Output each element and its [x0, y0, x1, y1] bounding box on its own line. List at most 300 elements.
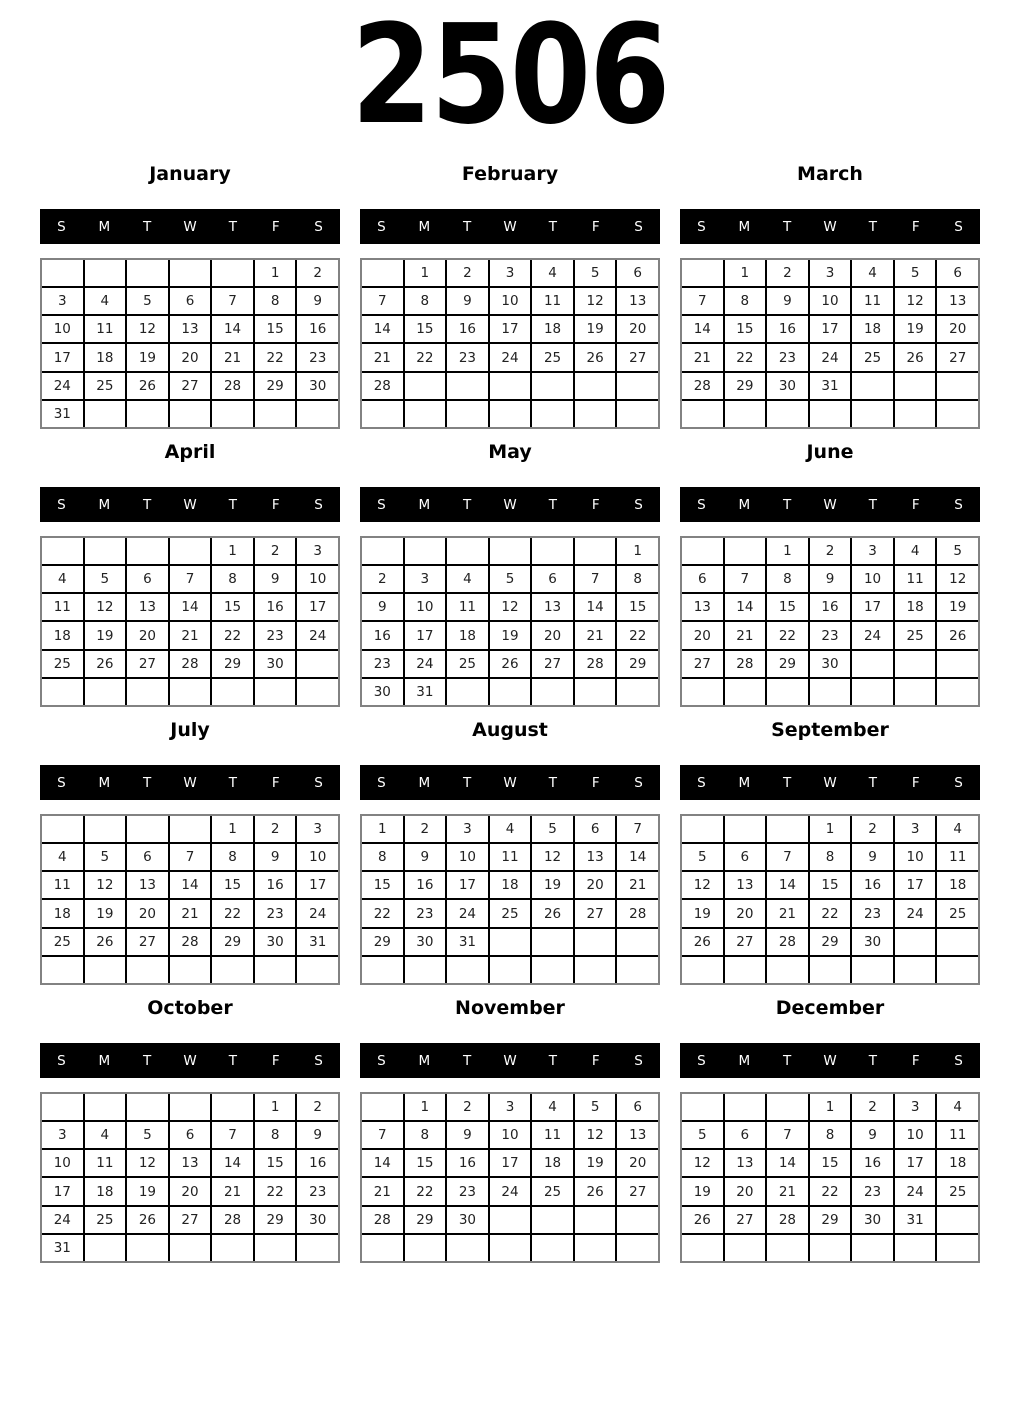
weekday-cell: S	[954, 1052, 963, 1069]
date-cell: 18	[42, 622, 83, 648]
date-cell: 6	[575, 816, 616, 842]
date-cell	[170, 679, 211, 705]
date-cell: 31	[895, 1207, 936, 1233]
date-cell: 21	[170, 900, 211, 926]
date-cell: 18	[490, 872, 531, 898]
weekday-cell: T	[548, 774, 557, 791]
date-cell: 22	[405, 1178, 446, 1204]
weekday-cell: F	[591, 1052, 600, 1069]
date-cell	[447, 373, 488, 399]
date-cell: 8	[725, 288, 766, 314]
weekday-cell: W	[183, 496, 197, 513]
weekday-cell: T	[783, 774, 792, 791]
weekday-cell: T	[228, 218, 237, 235]
date-cell: 29	[725, 373, 766, 399]
date-cell: 14	[170, 594, 211, 620]
date-grid	[40, 1092, 340, 1263]
date-cell: 4	[895, 538, 936, 564]
date-cell: 22	[212, 622, 253, 648]
date-cell: 17	[490, 1150, 531, 1176]
date-cell: 28	[170, 929, 211, 955]
date-cell: 18	[852, 316, 893, 342]
date-cell: 9	[852, 844, 893, 870]
date-cell	[895, 679, 936, 705]
date-cell	[85, 538, 126, 564]
date-cell: 17	[405, 622, 446, 648]
date-cell: 24	[297, 900, 338, 926]
date-cell	[617, 929, 658, 955]
date-cell	[937, 373, 978, 399]
weekday-cell: S	[57, 774, 66, 791]
date-cell: 7	[767, 844, 808, 870]
date-cell	[532, 929, 573, 955]
date-cell	[255, 679, 296, 705]
date-cell: 12	[490, 594, 531, 620]
weekday-cell: F	[911, 774, 920, 791]
date-cell: 14	[575, 594, 616, 620]
date-cell: 20	[127, 622, 168, 648]
date-cell: 20	[127, 900, 168, 926]
date-cell: 27	[617, 344, 658, 370]
date-cell: 13	[575, 844, 616, 870]
date-cell: 27	[725, 929, 766, 955]
date-cell: 28	[170, 651, 211, 677]
date-cell: 12	[127, 1150, 168, 1176]
date-cell: 31	[297, 929, 338, 955]
date-cell: 27	[617, 1178, 658, 1204]
date-cell: 11	[937, 1122, 978, 1148]
date-cell: 27	[127, 929, 168, 955]
date-cell: 28	[575, 651, 616, 677]
date-cell	[127, 260, 168, 286]
date-cell: 21	[617, 872, 658, 898]
date-cell: 12	[575, 288, 616, 314]
date-cell: 21	[212, 1178, 253, 1204]
date-cell: 28	[617, 900, 658, 926]
date-cell	[170, 816, 211, 842]
date-cell: 8	[810, 844, 851, 870]
weekday-cell: T	[463, 496, 472, 513]
date-cell	[937, 1235, 978, 1261]
date-cell: 16	[767, 316, 808, 342]
date-cell	[170, 538, 211, 564]
date-cell: 4	[85, 1122, 126, 1148]
date-cell: 27	[937, 344, 978, 370]
date-cell: 21	[682, 344, 723, 370]
date-cell: 5	[127, 1122, 168, 1148]
date-cell	[405, 538, 446, 564]
date-cell: 14	[170, 872, 211, 898]
date-cell	[362, 538, 403, 564]
month-block	[680, 161, 980, 429]
weekday-cell: S	[377, 218, 386, 235]
date-cell: 20	[725, 900, 766, 926]
date-cell: 7	[170, 566, 211, 592]
date-cell: 1	[617, 538, 658, 564]
date-cell: 25	[852, 344, 893, 370]
date-cell: 25	[532, 1178, 573, 1204]
date-grid	[360, 814, 660, 985]
weekday-cell: F	[911, 218, 920, 235]
date-cell: 6	[617, 1094, 658, 1120]
date-cell	[490, 1207, 531, 1233]
weekday-cell: M	[738, 218, 751, 235]
date-cell	[767, 1235, 808, 1261]
date-cell: 2	[255, 538, 296, 564]
month-title: October	[147, 997, 233, 1019]
date-cell: 5	[127, 288, 168, 314]
weekday-cell: T	[463, 1052, 472, 1069]
date-cell: 1	[255, 1094, 296, 1120]
date-cell: 26	[895, 344, 936, 370]
date-cell: 3	[810, 260, 851, 286]
date-cell: 6	[532, 566, 573, 592]
date-grid	[360, 536, 660, 707]
date-cell: 19	[575, 316, 616, 342]
date-cell: 9	[810, 566, 851, 592]
date-cell	[42, 816, 83, 842]
date-cell: 4	[85, 288, 126, 314]
date-cell	[490, 538, 531, 564]
date-cell: 9	[297, 1122, 338, 1148]
date-cell: 4	[42, 844, 83, 870]
date-cell	[682, 260, 723, 286]
date-cell: 4	[42, 566, 83, 592]
date-cell: 27	[127, 651, 168, 677]
date-cell: 13	[617, 1122, 658, 1148]
date-cell: 28	[725, 651, 766, 677]
date-cell	[85, 1235, 126, 1261]
date-cell: 3	[297, 538, 338, 564]
date-cell: 23	[297, 1178, 338, 1204]
weekday-cell: S	[697, 496, 706, 513]
date-cell: 13	[937, 288, 978, 314]
date-cell: 22	[767, 622, 808, 648]
date-cell: 10	[297, 844, 338, 870]
month-block	[360, 717, 660, 985]
date-cell	[170, 1094, 211, 1120]
weekday-cell: F	[911, 1052, 920, 1069]
weekday-cell: S	[57, 496, 66, 513]
date-cell: 17	[490, 316, 531, 342]
date-cell: 16	[297, 1150, 338, 1176]
month-title: March	[797, 163, 863, 185]
date-cell: 14	[362, 316, 403, 342]
date-cell: 8	[212, 566, 253, 592]
date-cell: 5	[937, 538, 978, 564]
date-cell	[575, 373, 616, 399]
date-cell: 20	[575, 872, 616, 898]
weekday-cell: S	[954, 774, 963, 791]
date-cell	[255, 957, 296, 983]
date-cell	[212, 1094, 253, 1120]
date-cell: 9	[447, 288, 488, 314]
date-cell: 23	[852, 1178, 893, 1204]
weekday-cell: F	[591, 774, 600, 791]
month-block	[360, 995, 660, 1263]
weekday-header-bar	[680, 1043, 980, 1078]
date-cell: 10	[297, 566, 338, 592]
weekday-header-bar	[360, 487, 660, 522]
date-cell: 22	[255, 344, 296, 370]
date-cell	[767, 816, 808, 842]
date-cell: 10	[895, 1122, 936, 1148]
date-cell	[362, 401, 403, 427]
date-cell: 25	[490, 900, 531, 926]
date-cell: 24	[42, 1207, 83, 1233]
date-cell: 7	[617, 816, 658, 842]
date-cell: 7	[362, 288, 403, 314]
date-cell: 7	[170, 844, 211, 870]
date-cell	[447, 957, 488, 983]
date-cell	[405, 957, 446, 983]
date-cell: 6	[937, 260, 978, 286]
date-cell: 1	[212, 816, 253, 842]
date-cell: 28	[362, 1207, 403, 1233]
date-cell: 17	[297, 594, 338, 620]
date-cell: 29	[810, 1207, 851, 1233]
date-grid	[40, 258, 340, 429]
date-cell	[42, 957, 83, 983]
date-cell: 10	[852, 566, 893, 592]
date-cell: 10	[42, 316, 83, 342]
date-cell: 7	[725, 566, 766, 592]
month-title: January	[149, 163, 231, 185]
date-cell: 21	[212, 344, 253, 370]
date-cell: 25	[937, 1178, 978, 1204]
date-cell: 9	[255, 566, 296, 592]
date-cell: 16	[810, 594, 851, 620]
date-cell	[575, 679, 616, 705]
date-cell	[127, 957, 168, 983]
date-cell	[447, 1235, 488, 1261]
date-cell	[725, 1094, 766, 1120]
date-cell	[682, 816, 723, 842]
weekday-cell: T	[228, 774, 237, 791]
date-cell: 30	[255, 929, 296, 955]
weekday-cell: M	[98, 496, 111, 513]
weekday-cell: M	[98, 1052, 111, 1069]
date-cell: 19	[895, 316, 936, 342]
date-cell: 19	[127, 344, 168, 370]
weekday-cell: W	[183, 774, 197, 791]
date-cell: 10	[447, 844, 488, 870]
date-cell: 6	[127, 844, 168, 870]
weekday-cell: S	[314, 218, 323, 235]
date-cell: 26	[127, 1207, 168, 1233]
date-cell: 16	[852, 872, 893, 898]
date-cell: 11	[42, 872, 83, 898]
date-cell: 8	[212, 844, 253, 870]
date-grid	[680, 536, 980, 707]
date-cell: 15	[725, 316, 766, 342]
date-cell: 25	[937, 900, 978, 926]
date-cell: 20	[617, 1150, 658, 1176]
date-cell: 17	[895, 1150, 936, 1176]
date-cell: 31	[42, 401, 83, 427]
date-cell: 6	[725, 844, 766, 870]
date-cell: 8	[405, 1122, 446, 1148]
date-cell	[297, 651, 338, 677]
date-cell: 30	[447, 1207, 488, 1233]
date-cell: 14	[617, 844, 658, 870]
weekday-cell: T	[143, 496, 152, 513]
month-title: August	[472, 719, 548, 741]
date-cell: 3	[297, 816, 338, 842]
date-cell: 19	[682, 900, 723, 926]
date-cell: 5	[490, 566, 531, 592]
date-cell: 7	[362, 1122, 403, 1148]
date-cell: 16	[852, 1150, 893, 1176]
date-cell	[532, 1235, 573, 1261]
date-cell: 27	[532, 651, 573, 677]
date-cell: 22	[212, 900, 253, 926]
weekday-header-bar	[40, 765, 340, 800]
date-cell: 5	[85, 566, 126, 592]
date-cell: 14	[212, 316, 253, 342]
date-cell: 11	[852, 288, 893, 314]
date-cell: 2	[767, 260, 808, 286]
date-cell: 31	[405, 679, 446, 705]
date-cell: 12	[85, 594, 126, 620]
date-cell: 2	[362, 566, 403, 592]
date-cell: 2	[297, 1094, 338, 1120]
date-cell: 22	[725, 344, 766, 370]
weekday-cell: F	[591, 496, 600, 513]
date-cell: 5	[895, 260, 936, 286]
date-cell: 16	[405, 872, 446, 898]
date-cell: 28	[682, 373, 723, 399]
weekday-cell: W	[503, 774, 517, 791]
weekday-cell: W	[823, 774, 837, 791]
date-cell: 9	[362, 594, 403, 620]
date-cell: 22	[362, 900, 403, 926]
date-cell: 3	[447, 816, 488, 842]
date-cell	[575, 1207, 616, 1233]
date-cell: 28	[767, 1207, 808, 1233]
date-cell: 23	[447, 1178, 488, 1204]
date-cell: 30	[362, 679, 403, 705]
date-cell: 1	[725, 260, 766, 286]
date-cell: 2	[852, 816, 893, 842]
date-cell	[362, 260, 403, 286]
date-cell	[937, 679, 978, 705]
weekday-cell: T	[463, 218, 472, 235]
date-cell: 30	[297, 1207, 338, 1233]
date-cell	[85, 260, 126, 286]
date-cell: 26	[85, 651, 126, 677]
weekday-cell: W	[823, 1052, 837, 1069]
date-cell	[170, 957, 211, 983]
date-cell: 2	[447, 1094, 488, 1120]
date-cell: 12	[532, 844, 573, 870]
weekday-header-bar	[680, 487, 980, 522]
date-cell	[767, 957, 808, 983]
date-cell: 12	[127, 316, 168, 342]
date-cell	[85, 679, 126, 705]
date-cell: 5	[575, 1094, 616, 1120]
date-cell	[127, 1094, 168, 1120]
date-cell	[42, 538, 83, 564]
date-cell: 30	[255, 651, 296, 677]
date-cell: 1	[767, 538, 808, 564]
date-cell: 14	[362, 1150, 403, 1176]
date-cell: 12	[85, 872, 126, 898]
date-cell: 11	[42, 594, 83, 620]
date-cell: 17	[42, 344, 83, 370]
date-cell: 2	[447, 260, 488, 286]
date-cell: 26	[127, 373, 168, 399]
date-cell: 15	[212, 594, 253, 620]
date-cell: 18	[937, 872, 978, 898]
date-cell	[767, 679, 808, 705]
date-cell	[810, 401, 851, 427]
date-cell: 18	[85, 1178, 126, 1204]
weekday-header-bar	[680, 765, 980, 800]
date-cell: 26	[937, 622, 978, 648]
weekday-cell: S	[697, 1052, 706, 1069]
weekday-cell: S	[314, 496, 323, 513]
weekday-header-bar	[40, 487, 340, 522]
date-cell	[405, 1235, 446, 1261]
date-cell	[852, 401, 893, 427]
date-cell: 1	[362, 816, 403, 842]
date-cell	[617, 957, 658, 983]
date-cell: 14	[725, 594, 766, 620]
date-cell: 10	[490, 1122, 531, 1148]
date-cell: 7	[575, 566, 616, 592]
month-title: September	[771, 719, 889, 741]
date-cell	[682, 401, 723, 427]
date-grid	[680, 258, 980, 429]
date-cell	[85, 957, 126, 983]
date-cell: 14	[212, 1150, 253, 1176]
date-cell: 31	[447, 929, 488, 955]
date-cell	[127, 538, 168, 564]
weekday-cell: T	[143, 1052, 152, 1069]
date-cell	[127, 1235, 168, 1261]
date-cell: 12	[937, 566, 978, 592]
date-cell	[212, 957, 253, 983]
date-cell: 20	[170, 344, 211, 370]
date-cell: 6	[725, 1122, 766, 1148]
weekday-cell: T	[463, 774, 472, 791]
date-cell: 31	[810, 373, 851, 399]
date-cell: 13	[170, 1150, 211, 1176]
date-cell	[810, 957, 851, 983]
date-cell	[127, 679, 168, 705]
weekday-cell: S	[634, 774, 643, 791]
weekday-cell: S	[954, 496, 963, 513]
date-cell: 27	[170, 1207, 211, 1233]
date-cell: 26	[682, 1207, 723, 1233]
date-cell: 18	[937, 1150, 978, 1176]
date-cell: 13	[617, 288, 658, 314]
date-cell: 26	[85, 929, 126, 955]
date-cell: 16	[447, 1150, 488, 1176]
date-cell: 13	[532, 594, 573, 620]
weekday-cell: T	[143, 218, 152, 235]
weekday-cell: S	[57, 218, 66, 235]
date-cell: 27	[170, 373, 211, 399]
date-cell: 26	[575, 344, 616, 370]
date-cell	[212, 260, 253, 286]
date-cell: 24	[490, 1178, 531, 1204]
date-cell: 21	[362, 344, 403, 370]
date-cell: 29	[255, 1207, 296, 1233]
date-cell: 20	[937, 316, 978, 342]
date-cell: 25	[42, 651, 83, 677]
